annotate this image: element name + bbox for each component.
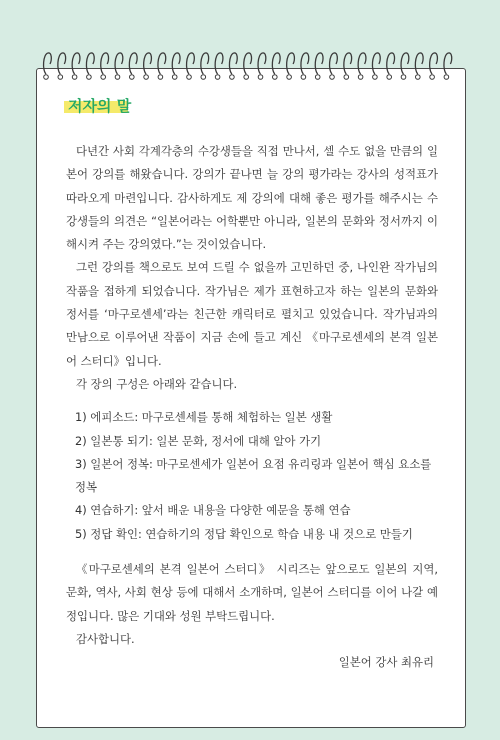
spiral-ring — [387, 53, 395, 74]
spiral-ring — [315, 53, 323, 74]
spiral-ring — [344, 53, 352, 74]
spiral-ring — [444, 53, 452, 74]
list-item: 1) 에피소드: 마구로센세를 통해 체험하는 일본 생활 — [75, 410, 333, 425]
spiral-ring — [272, 53, 280, 74]
binding-hole — [187, 75, 192, 80]
closing-line: 감사합니다. — [76, 631, 135, 646]
list-item: 2) 일본통 되기: 일본 문화, 정서에 대해 알아 가기 — [75, 433, 322, 448]
spiral-ring — [244, 53, 252, 74]
spiral-ring — [287, 53, 295, 74]
binding-hole — [416, 75, 421, 80]
binding-hole — [58, 75, 63, 80]
binding-hole — [258, 75, 263, 80]
binding-hole — [172, 75, 177, 80]
binding-hole — [330, 75, 335, 80]
binding-hole — [387, 75, 392, 80]
spiral-ring — [372, 53, 380, 74]
spiral-ring — [430, 53, 438, 74]
spiral-ring — [415, 53, 423, 74]
binding-hole — [72, 75, 77, 80]
binding-hole — [244, 75, 249, 80]
binding-hole — [158, 75, 163, 80]
page-title: 저자의 말 — [68, 97, 132, 115]
binding-hole — [273, 75, 278, 80]
binding-hole — [87, 75, 92, 80]
spiral-ring — [101, 53, 109, 74]
binding-hole — [358, 75, 363, 80]
binding-hole — [130, 75, 135, 80]
spiral-ring — [158, 53, 166, 74]
spiral-ring — [215, 53, 223, 74]
binding-hole — [444, 75, 449, 80]
binding-hole — [201, 75, 206, 80]
paragraph-3: 각 장의 구성은 아래와 같습니다. — [76, 376, 238, 391]
spiral-ring — [187, 53, 195, 74]
spiral-ring — [172, 53, 180, 74]
spiral-ring — [144, 53, 152, 74]
spiral-ring — [201, 53, 209, 74]
binding-hole — [373, 75, 378, 80]
list-item: 4) 연습하기: 앞서 배운 내용을 다양한 예문을 통해 연습 — [75, 503, 351, 518]
spiral-ring — [72, 53, 80, 74]
binding-hole — [144, 75, 149, 80]
binding-hole — [44, 75, 49, 80]
spiral-ring — [44, 53, 52, 74]
binding-hole — [301, 75, 306, 80]
list-item: 5) 정답 확인: 연습하기의 정답 확인으로 학습 내용 내 것으로 만들기 — [75, 526, 413, 541]
binding-hole — [215, 75, 220, 80]
spiral-ring — [401, 53, 409, 74]
spiral-ring — [86, 53, 94, 74]
spiral-rings — [44, 53, 452, 79]
list-item: 3) 일본어 정복: 마구로센세가 일본어 요점 유리링과 일본어 핵심 요소를 정복 — [75, 456, 432, 495]
paragraph-1: 다년간 사회 각계각층의 수강생들을 직접 만나서, 셀 수도 없을 만큼의 일본어 강의를 해왔습니다. 강의가 끝나면 늘 강의 평가라는 강사의 성적표가 따라오게 마련입니다. 감사하게도 제 강의에 대해 좋은 평가를 해주시는 수강생들의 의견은 “일본어라는 어학뿐만 아니라, 일본의 문화와 정서까지 이해시켜 주는 강의였다.”는 것이었습니다. — [66, 144, 438, 252]
binding-hole — [344, 75, 349, 80]
author-signature: 일본어 강사 최유리 — [338, 655, 434, 670]
binding-hole — [401, 75, 406, 80]
spiral-ring — [115, 53, 123, 74]
spiral-ring — [129, 53, 137, 74]
spiral-ring — [258, 53, 266, 74]
binding-hole — [115, 75, 120, 80]
binding-hole — [101, 75, 106, 80]
spiral-ring — [330, 53, 338, 74]
spiral-ring — [229, 53, 237, 74]
paragraph-4: 《마구로센세의 본격 일본어 스터디》 시리즈는 앞으로도 일본의 지역, 문화, 역사, 사회 현상 등에 대해서 소개하며, 일본어 스터디를 이어 나갈 예정입니다. 많은 기대와 성원 부탁드립니다. — [66, 562, 438, 623]
chapter-structure-list — [66, 406, 438, 546]
spiral-ring — [58, 53, 66, 74]
binding-hole — [430, 75, 435, 80]
spiral-ring — [358, 53, 366, 74]
binding-hole — [230, 75, 235, 80]
binding-hole — [287, 75, 292, 80]
spiral-ring — [301, 53, 309, 74]
paragraph-2: 그런 강의를 책으로도 보여 드릴 수 없을까 고민하던 중, 나인완 작가님의 작품을 접하게 되었습니다. 작가님은 제가 표현하고자 하는 일본의 문화와 정서를 ‘마구로센세’라는 친근한 캐릭터로 펼치고 있었습니다. 작가님과의 만남으로 이루어낸 작품이 지금 손에 들고 계신 《마구로센세의 본격 일본어 스터디》입니다. — [66, 260, 438, 368]
binding-hole — [315, 75, 320, 80]
spiral-binding — [36, 50, 466, 86]
preface-body — [66, 140, 438, 675]
